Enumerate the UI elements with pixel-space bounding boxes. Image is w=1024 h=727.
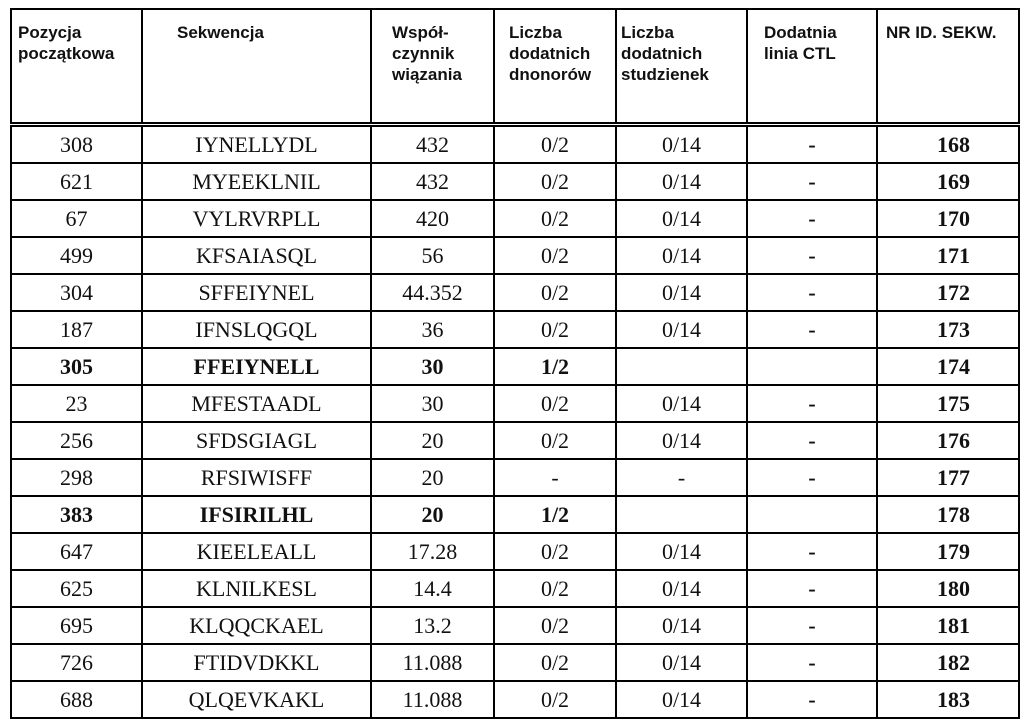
cell-wells: 0/14: [616, 533, 747, 570]
cell-sequence: IYNELLYDL: [142, 125, 371, 164]
cell-position: 23: [11, 385, 142, 422]
cell-binding: 20: [371, 459, 494, 496]
table-row: [11, 422, 1019, 459]
peptide-table-container: [10, 8, 1018, 719]
table-row: [11, 163, 1019, 200]
cell-ctl: -: [747, 163, 877, 200]
cell-seq-id: 177: [877, 459, 1019, 496]
cell-seq-id: 168: [877, 125, 1019, 164]
cell-seq-id: 183: [877, 681, 1019, 718]
cell-sequence: QLQEVKAKL: [142, 681, 371, 718]
header-binding: Współ-czynnik wiązania: [371, 9, 494, 125]
cell-position: 621: [11, 163, 142, 200]
table-row: [11, 385, 1019, 422]
cell-position: 695: [11, 607, 142, 644]
cell-ctl: -: [747, 311, 877, 348]
cell-binding: 11.088: [371, 681, 494, 718]
cell-donors: 1/2: [494, 496, 616, 533]
table-row: [11, 125, 1019, 164]
cell-binding: 14.4: [371, 570, 494, 607]
cell-sequence: RFSIWISFF: [142, 459, 371, 496]
cell-seq-id: 174: [877, 348, 1019, 385]
cell-ctl: -: [747, 570, 877, 607]
cell-position: 688: [11, 681, 142, 718]
cell-position: 647: [11, 533, 142, 570]
cell-seq-id: 182: [877, 644, 1019, 681]
cell-wells: -: [616, 459, 747, 496]
cell-wells: 0/14: [616, 274, 747, 311]
cell-donors: 0/2: [494, 311, 616, 348]
cell-sequence: KFSAIASQL: [142, 237, 371, 274]
cell-position: 298: [11, 459, 142, 496]
cell-ctl: -: [747, 125, 877, 164]
cell-wells: 0/14: [616, 422, 747, 459]
cell-wells: 0/14: [616, 644, 747, 681]
cell-binding: 432: [371, 163, 494, 200]
cell-sequence: SFDSGIAGL: [142, 422, 371, 459]
cell-sequence: KLQQCKAEL: [142, 607, 371, 644]
cell-binding: 30: [371, 385, 494, 422]
cell-donors: 0/2: [494, 125, 616, 164]
table-row: [11, 200, 1019, 237]
table-row: [11, 496, 1019, 533]
cell-seq-id: 181: [877, 607, 1019, 644]
cell-donors: 0/2: [494, 644, 616, 681]
cell-sequence: KIEELEALL: [142, 533, 371, 570]
table-row: [11, 459, 1019, 496]
cell-binding: 56: [371, 237, 494, 274]
cell-seq-id: 175: [877, 385, 1019, 422]
header-sequence: Sekwencja: [142, 9, 371, 125]
cell-position: 305: [11, 348, 142, 385]
cell-position: 256: [11, 422, 142, 459]
table-row: [11, 681, 1019, 718]
cell-donors: -: [494, 459, 616, 496]
cell-ctl: -: [747, 422, 877, 459]
cell-wells: [616, 348, 747, 385]
cell-seq-id: 176: [877, 422, 1019, 459]
cell-donors: 0/2: [494, 570, 616, 607]
header-position: Pozycja początkowa: [11, 9, 142, 125]
table-row: [11, 348, 1019, 385]
table-row: [11, 644, 1019, 681]
table-header: [11, 9, 1019, 125]
cell-donors: 0/2: [494, 422, 616, 459]
cell-ctl: [747, 496, 877, 533]
cell-seq-id: 169: [877, 163, 1019, 200]
cell-wells: 0/14: [616, 681, 747, 718]
cell-wells: 0/14: [616, 125, 747, 164]
cell-seq-id: 178: [877, 496, 1019, 533]
cell-sequence: KLNILKESL: [142, 570, 371, 607]
table-row: [11, 311, 1019, 348]
cell-sequence: IFNSLQGQL: [142, 311, 371, 348]
cell-wells: 0/14: [616, 607, 747, 644]
table-row: [11, 570, 1019, 607]
header-donors: Liczba dodatnich dnonorów: [494, 9, 616, 125]
header-ctl: Dodatnia linia CTL: [747, 9, 877, 125]
cell-sequence: MFESTAADL: [142, 385, 371, 422]
cell-wells: 0/14: [616, 200, 747, 237]
cell-donors: 1/2: [494, 348, 616, 385]
cell-seq-id: 172: [877, 274, 1019, 311]
cell-sequence: FFEIYNELL: [142, 348, 371, 385]
table-body: [11, 125, 1019, 719]
cell-binding: 13.2: [371, 607, 494, 644]
cell-ctl: -: [747, 385, 877, 422]
cell-sequence: VYLRVRPLL: [142, 200, 371, 237]
cell-wells: 0/14: [616, 570, 747, 607]
cell-position: 726: [11, 644, 142, 681]
cell-ctl: -: [747, 681, 877, 718]
cell-donors: 0/2: [494, 274, 616, 311]
cell-ctl: [747, 348, 877, 385]
cell-sequence: MYEEKLNIL: [142, 163, 371, 200]
table-row: [11, 533, 1019, 570]
cell-sequence: SFFEIYNEL: [142, 274, 371, 311]
cell-sequence: FTIDVDKKL: [142, 644, 371, 681]
cell-binding: 432: [371, 125, 494, 164]
cell-binding: 36: [371, 311, 494, 348]
cell-donors: 0/2: [494, 163, 616, 200]
cell-seq-id: 171: [877, 237, 1019, 274]
cell-binding: 20: [371, 496, 494, 533]
cell-donors: 0/2: [494, 533, 616, 570]
cell-position: 499: [11, 237, 142, 274]
cell-ctl: -: [747, 644, 877, 681]
cell-binding: 420: [371, 200, 494, 237]
cell-donors: 0/2: [494, 607, 616, 644]
cell-wells: [616, 496, 747, 533]
table-row: [11, 607, 1019, 644]
cell-position: 625: [11, 570, 142, 607]
cell-binding: 30: [371, 348, 494, 385]
cell-binding: 44.352: [371, 274, 494, 311]
cell-donors: 0/2: [494, 681, 616, 718]
cell-wells: 0/14: [616, 163, 747, 200]
table-row: [11, 237, 1019, 274]
cell-wells: 0/14: [616, 385, 747, 422]
cell-seq-id: 170: [877, 200, 1019, 237]
header-wells: Liczba dodatnich studzienek: [616, 9, 747, 125]
cell-seq-id: 180: [877, 570, 1019, 607]
cell-seq-id: 179: [877, 533, 1019, 570]
cell-ctl: -: [747, 274, 877, 311]
cell-wells: 0/14: [616, 311, 747, 348]
cell-sequence: IFSIRILHL: [142, 496, 371, 533]
cell-ctl: -: [747, 237, 877, 274]
cell-position: 187: [11, 311, 142, 348]
cell-binding: 20: [371, 422, 494, 459]
cell-binding: 17.28: [371, 533, 494, 570]
cell-position: 67: [11, 200, 142, 237]
header-seq-id: NR ID. SEKW.: [877, 9, 1019, 125]
cell-position: 383: [11, 496, 142, 533]
cell-ctl: -: [747, 459, 877, 496]
cell-ctl: -: [747, 533, 877, 570]
cell-donors: 0/2: [494, 237, 616, 274]
cell-position: 308: [11, 125, 142, 164]
cell-donors: 0/2: [494, 385, 616, 422]
cell-wells: 0/14: [616, 237, 747, 274]
cell-ctl: -: [747, 200, 877, 237]
cell-position: 304: [11, 274, 142, 311]
table-row: [11, 274, 1019, 311]
peptide-table: [10, 8, 1020, 719]
cell-seq-id: 173: [877, 311, 1019, 348]
cell-binding: 11.088: [371, 644, 494, 681]
cell-ctl: -: [747, 607, 877, 644]
cell-donors: 0/2: [494, 200, 616, 237]
